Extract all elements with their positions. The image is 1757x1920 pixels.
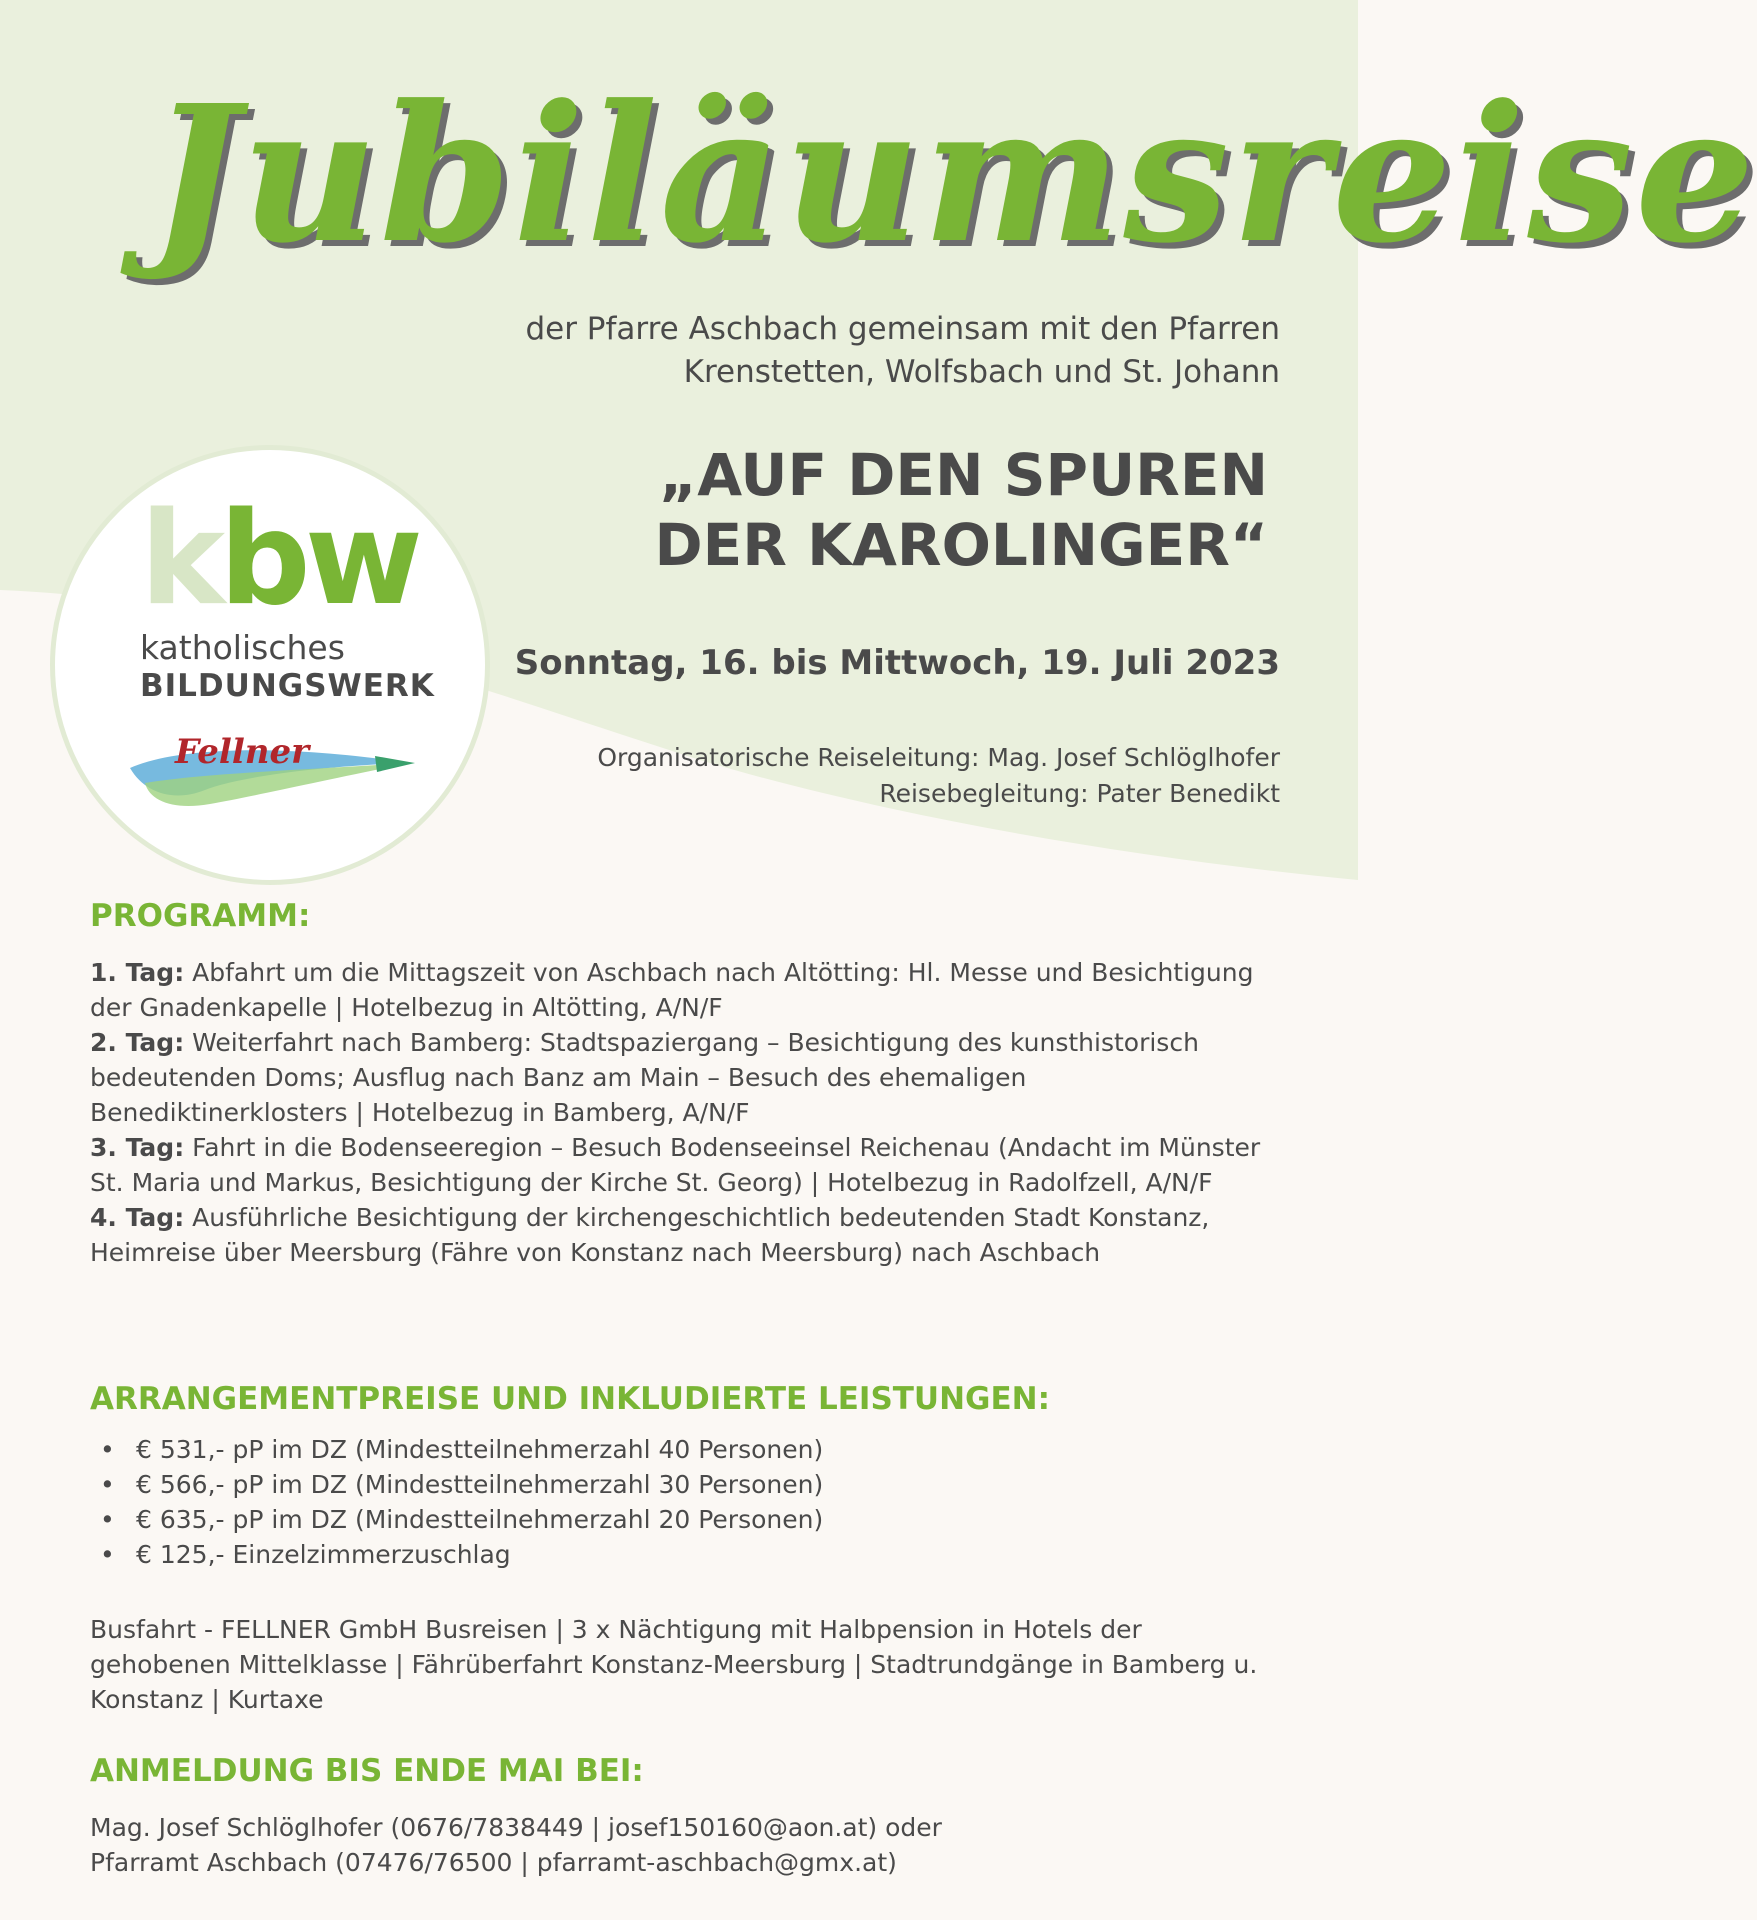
logo-line-2: BILDUNGSWERK bbox=[140, 668, 435, 704]
motto-line: „AUF DEN SPUREN bbox=[659, 441, 1268, 509]
program-day bbox=[90, 955, 1290, 1025]
day-text: Ausführliche Besichtigung der kirchengeschichtlich bedeutenden Stadt Konstanz, Heimreise über Meersburg (Fähre von Konstanz nach Meersburg) nach Aschbach bbox=[90, 1203, 1210, 1267]
price-item: • € 531,- pP im DZ (Mindestteilnehmerzahl 40 Personen) bbox=[130, 1432, 1290, 1467]
program-heading: PROGRAMM: bbox=[90, 898, 311, 934]
companion-line: Reisebegleitung: Pater Benedikt bbox=[879, 779, 1280, 808]
day-text: Weiterfahrt nach Bamberg: Stadtspaziergang – Besichtigung des kunsthistorisch bedeutenden Doms; Ausflug nach Banz am Main – Besuch des ehemaligen Benediktinerklosters | Hotelbezug in Bamberg, A/N/F bbox=[90, 1028, 1199, 1127]
motto-heading bbox=[468, 440, 1268, 580]
price-item: • € 566,- pP im DZ (Mindestteilnehmerzahl 30 Personen) bbox=[130, 1467, 1290, 1502]
day-label: 2. Tag: bbox=[90, 1028, 185, 1057]
organizer-line: Organisatorische Reiseleitung: Mag. Josef Schlöglhofer bbox=[597, 743, 1280, 772]
price-list bbox=[90, 1432, 1290, 1572]
contact-line: Pfarramt Aschbach (07476/76500 | pfarramt-aschbach@gmx.at) bbox=[90, 1848, 897, 1877]
program-section bbox=[90, 895, 1290, 1270]
subtitle-line: Krenstetten, Wolfsbach und St. Johann bbox=[683, 354, 1280, 390]
program-day bbox=[90, 1200, 1290, 1270]
fellner-logo bbox=[115, 728, 425, 818]
day-label: 3. Tag: bbox=[90, 1133, 185, 1162]
contact-info bbox=[90, 1810, 1290, 1880]
day-label: 4. Tag: bbox=[90, 1203, 185, 1232]
script-title: Jubiläumsreise bbox=[150, 64, 1757, 285]
logo-badge bbox=[50, 445, 490, 885]
program-days bbox=[90, 955, 1290, 1270]
program-day bbox=[90, 1130, 1290, 1200]
subtitle bbox=[380, 308, 1280, 394]
day-label: 1. Tag: bbox=[90, 958, 185, 987]
trip-leaders bbox=[420, 740, 1280, 812]
fellner-wordmark: Fellner bbox=[175, 732, 310, 772]
contact-line: Mag. Josef Schlöglhofer (0676/7838449 | josef150160@aon.at) oder bbox=[90, 1813, 942, 1842]
kbw-logo-bw: bw bbox=[219, 485, 417, 634]
kbw-logo-k: k bbox=[140, 485, 220, 634]
prices-section bbox=[90, 1378, 1290, 1572]
subtitle-line: der Pfarre Aschbach gemeinsam mit den Pfarren bbox=[525, 311, 1280, 347]
price-item: • € 635,- pP im DZ (Mindestteilnehmerzahl 20 Personen) bbox=[130, 1502, 1290, 1537]
motto-line: DER KAROLINGER“ bbox=[654, 511, 1268, 579]
program-day bbox=[90, 1025, 1290, 1130]
prices-heading: ARRANGEMENTPREISE UND INKLUDIERTE LEISTUNGEN: bbox=[90, 1381, 1051, 1417]
price-item: • € 125,- Einzelzimmerzuschlag bbox=[130, 1537, 1290, 1572]
registration-heading: ANMELDUNG BIS ENDE MAI BEI: bbox=[90, 1753, 644, 1789]
logo-line-1: katholisches bbox=[140, 628, 345, 667]
inclusions-text: Busfahrt - FELLNER GmbH Busreisen | 3 x Nächtigung mit Halbpension in Hotels der gehobenen Mittelklasse | Fährüberfahrt Konstanz-Meersburg | Stadtrundgänge in Bamberg u. Konstanz | Kurtaxe bbox=[90, 1615, 1258, 1714]
travel-date: Sonntag, 16. bis Mittwoch, 19. Juli 2023 bbox=[514, 643, 1280, 683]
day-text: Abfahrt um die Mittagszeit von Aschbach nach Altötting: Hl. Messe und Besichtigung der Gnadenkapelle | Hotelbezug in Altötting, A/N/F bbox=[90, 958, 1254, 1022]
kbw-logo bbox=[140, 485, 440, 634]
registration-section bbox=[90, 1750, 1290, 1880]
day-text: Fahrt in die Bodenseeregion – Besuch Bodenseeinsel Reichenau (Andacht im Münster St. Maria und Markus, Besichtigung der Kirche St. Georg) | Hotelbezug in Radolfzell, A/N/F bbox=[90, 1133, 1261, 1197]
